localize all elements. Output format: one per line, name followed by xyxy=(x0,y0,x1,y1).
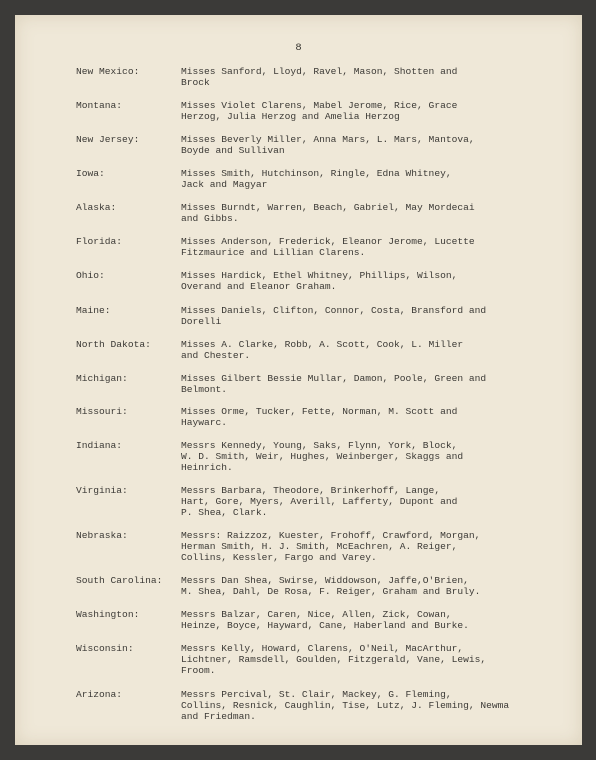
state-label: Missouri: xyxy=(76,406,128,417)
state-list xyxy=(15,15,582,745)
state-label: Washington: xyxy=(76,609,140,620)
names-text: Misses Smith, Hutchinson, Ringle, Edna Whitney, Jack and Magyar xyxy=(181,168,452,191)
names-text: Misses Sanford, Lloyd, Ravel, Mason, Shotten and Brock xyxy=(181,66,458,89)
names-text: Messrs Dan Shea, Swirse, Widdowson, Jaffe,O'Brien, M. Shea, Dahl, De Rosa, F. Reiger, Graham and Bruly. xyxy=(181,575,481,598)
state-label: Maine: xyxy=(76,305,111,316)
names-text: Misses Hardick, Ethel Whitney, Phillips, Wilson, Overand and Eleanor Graham. xyxy=(181,270,458,293)
names-text: Messrs Kelly, Howard, Clarens, O'Neil, MacArthur, Lichtner, Ramsdell, Goulden, Fitzgerald, Vane, Lewis, Froom. xyxy=(181,643,487,677)
state-label: Michigan: xyxy=(76,373,128,384)
state-label: Indiana: xyxy=(76,440,123,451)
state-label: Alaska: xyxy=(76,202,117,213)
names-text: Misses A. Clarke, Robb, A. Scott, Cook, L. Miller and Chester. xyxy=(181,339,464,362)
names-text: Messrs Percival, St. Clair, Mackey, G. Fleming, Collins, Resnick, Caughlin, Tise, Lutz, J. Fleming, Newma and Friedman. xyxy=(181,689,510,723)
state-label: Ohio: xyxy=(76,270,105,281)
names-text: Misses Daniels, Clifton, Connor, Costa, Bransford and Dorelli xyxy=(181,305,487,328)
names-text: Misses Beverly Miller, Anna Mars, L. Mars, Mantova, Boyde and Sullivan xyxy=(181,134,475,157)
state-label: Florida: xyxy=(76,236,123,247)
state-label: New Mexico: xyxy=(76,66,140,77)
names-text: Misses Orme, Tucker, Fette, Norman, M. Scott and Haywarc. xyxy=(181,406,458,429)
state-label: North Dakota: xyxy=(76,339,151,350)
state-label: South Carolina: xyxy=(76,575,163,586)
state-label: Arizona: xyxy=(76,689,123,700)
names-text: Messrs: Raizzoz, Kuester, Frohoff, Crawford, Morgan, Herman Smith, H. J. Smith, McEachren, A. Reiger, Collins, Kessler, Fargo and Varey. xyxy=(181,530,481,564)
names-text: Misses Gilbert Bessie Mullar, Damon, Poole, Green and Belmont. xyxy=(181,373,487,396)
document-page xyxy=(15,15,582,745)
names-text: Misses Burndt, Warren, Beach, Gabriel, May Mordecai and Gibbs. xyxy=(181,202,475,225)
state-label: Montana: xyxy=(76,100,123,111)
page-number: 8 xyxy=(295,42,302,54)
state-label: Iowa: xyxy=(76,168,105,179)
state-label: Nebraska: xyxy=(76,530,128,541)
names-text: Messrs Kennedy, Young, Saks, Flynn, York, Block, W. D. Smith, Weir, Hughes, Weinberger, Skaggs and Heinrich. xyxy=(181,440,464,474)
state-label: Virginia: xyxy=(76,485,128,496)
names-text: Misses Anderson, Frederick, Eleanor Jerome, Lucette Fitzmaurice and Lillian Clarens. xyxy=(181,236,475,259)
state-label: Wisconsin: xyxy=(76,643,134,654)
names-text: Messrs Balzar, Caren, Nice, Allen, Zick, Cowan, Heinze, Boyce, Hayward, Cane, Haberland and Burke. xyxy=(181,609,469,632)
state-label: New Jersey: xyxy=(76,134,140,145)
names-text: Misses Violet Clarens, Mabel Jerome, Rice, Grace Herzog, Julia Herzog and Amelia Herzog xyxy=(181,100,458,123)
names-text: Messrs Barbara, Theodore, Brinkerhoff, Lange, Hart, Gore, Myers, Averill, Lafferty, Dupont and P. Shea, Clark. xyxy=(181,485,458,519)
